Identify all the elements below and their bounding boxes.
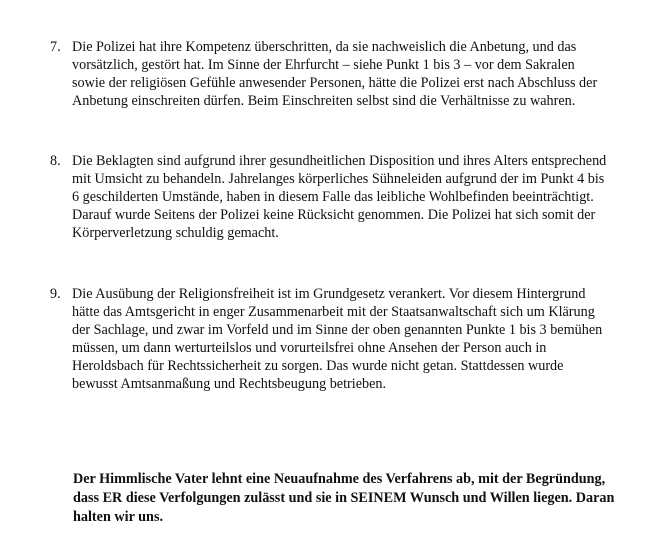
closing-statement: Der Himmlische Vater lehnt eine Neuaufnahme des Verfahrens ab, mit der Begründung, dass ER diese Verfolgungen zulässt und sie in SEINEM Wunsch und Willen liegen. Daran halten wir uns. — [73, 471, 615, 526]
list-item-9 — [50, 285, 610, 393]
list-item-text: Die Ausübung der Religionsfreiheit ist im Grundgesetz verankert. Vor diesem Hintergrund hätte das Amtsgericht in enger Zusammenarbeit mit der Staatsanwaltschaft sich um Klärung der Sachlage, und zwar im Vorfeld und im Sinne der oben genannten Punkte 1 bis 3 bemühen müssen, um dann werturteilslos und vorurteilsfrei ohne Ansehen der Person auch in Heroldsbach für Rechtssicherheit zu sorgen. Das wurde nicht getan. Stattdessen wurde bewusst Amtsanmaßung und Rechtsbeugung betrieben. — [72, 286, 603, 392]
list-item-7 — [50, 38, 610, 110]
list-item-text: Die Polizei hat ihre Kompetenz überschritten, da sie nachweislich die Anbetung, und das vorsätzlich, gestört hat. Im Sinne der Ehrfurcht – siehe Punkt 1 bis 3 – vor dem Sakralen sowie der religiösen Gefühle anwesender Personen, hätte die Polizei erst nach Abschluss der Anbetung einschreiten dürfen. Beim Einschreiten selbst sind die Verhältnisse zu wahren. — [72, 39, 598, 109]
list-number: 7. — [50, 39, 61, 55]
list-number: 9. — [50, 286, 61, 302]
list-item-text: Die Beklagten sind aufgrund ihrer gesundheitlichen Disposition und ihres Alters entsprechend mit Umsicht zu behandeln. Jahrelanges körperliches Sühneleiden aufgrund der im Punkt 4 bis 6 geschilderten Umstände, haben in diesem Falle das leibliche Wohlbefinden beeinträchtigt. Darauf wurde Seitens der Polizei keine Rücksicht genommen. Die Polizei hat sich somit der Körperverletzung schuldig gemacht. — [72, 153, 607, 241]
list-number: 8. — [50, 153, 61, 169]
list-item-8 — [50, 152, 610, 242]
